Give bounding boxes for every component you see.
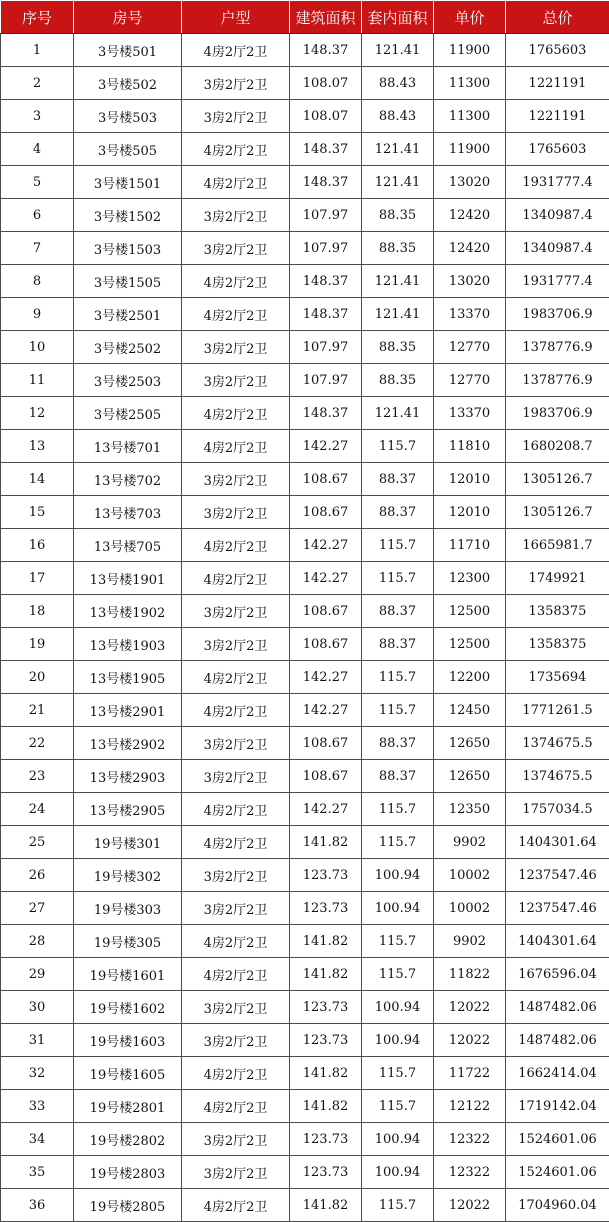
- cell-layout: 4房2厅2卫: [182, 661, 290, 694]
- cell-net-area: 115.7: [362, 1090, 434, 1123]
- cell-net-area: 121.41: [362, 133, 434, 166]
- table-row: [1, 1189, 609, 1222]
- cell-index: 16: [1, 529, 74, 562]
- table-row: [1, 265, 609, 298]
- cell-total-price: 1305126.7: [506, 496, 609, 529]
- cell-index: 6: [1, 199, 74, 232]
- cell-layout: 3房2厅2卫: [182, 892, 290, 925]
- cell-net-area: 121.41: [362, 166, 434, 199]
- cell-unit-number: 13号楼2905: [74, 793, 182, 826]
- cell-unit-number: 19号楼1601: [74, 958, 182, 991]
- cell-unit-price: 12450: [434, 694, 506, 727]
- cell-total-price: 1340987.4: [506, 199, 609, 232]
- cell-unit-number: 3号楼505: [74, 133, 182, 166]
- cell-unit-price: 11300: [434, 67, 506, 100]
- cell-unit-price: 12022: [434, 991, 506, 1024]
- cell-index: 4: [1, 133, 74, 166]
- cell-unit-number: 13号楼1902: [74, 595, 182, 628]
- cell-layout: 3房2厅2卫: [182, 100, 290, 133]
- cell-layout: 3房2厅2卫: [182, 331, 290, 364]
- cell-gross-area: 108.07: [290, 100, 362, 133]
- cell-gross-area: 148.37: [290, 133, 362, 166]
- cell-net-area: 115.7: [362, 958, 434, 991]
- cell-unit-number: 19号楼1602: [74, 991, 182, 1024]
- cell-net-area: 115.7: [362, 661, 434, 694]
- cell-layout: 3房2厅2卫: [182, 463, 290, 496]
- cell-index: 34: [1, 1123, 74, 1156]
- table-row: [1, 496, 609, 529]
- cell-index: 8: [1, 265, 74, 298]
- cell-unit-number: 19号楼1603: [74, 1024, 182, 1057]
- cell-gross-area: 108.67: [290, 628, 362, 661]
- cell-total-price: 1704960.04: [506, 1189, 609, 1222]
- cell-gross-area: 148.37: [290, 166, 362, 199]
- cell-index: 24: [1, 793, 74, 826]
- cell-gross-area: 141.82: [290, 1189, 362, 1222]
- cell-net-area: 88.37: [362, 727, 434, 760]
- cell-layout: 4房2厅2卫: [182, 1189, 290, 1222]
- cell-unit-number: 3号楼2505: [74, 397, 182, 430]
- cell-layout: 4房2厅2卫: [182, 1090, 290, 1123]
- cell-total-price: 1983706.9: [506, 298, 609, 331]
- table-row: [1, 694, 609, 727]
- cell-unit-number: 13号楼1903: [74, 628, 182, 661]
- cell-unit-price: 12322: [434, 1123, 506, 1156]
- table-row: [1, 463, 609, 496]
- cell-total-price: 1237547.46: [506, 892, 609, 925]
- cell-gross-area: 142.27: [290, 694, 362, 727]
- cell-unit-price: 13370: [434, 397, 506, 430]
- cell-unit-number: 3号楼501: [74, 34, 182, 67]
- cell-index: 25: [1, 826, 74, 859]
- cell-unit-price: 12500: [434, 595, 506, 628]
- cell-net-area: 115.7: [362, 1189, 434, 1222]
- cell-layout: 3房2厅2卫: [182, 232, 290, 265]
- cell-total-price: 1524601.06: [506, 1123, 609, 1156]
- table-body: [1, 34, 609, 1222]
- cell-index: 11: [1, 364, 74, 397]
- cell-unit-number: 19号楼2802: [74, 1123, 182, 1156]
- cell-unit-price: 12770: [434, 364, 506, 397]
- cell-unit-price: 12322: [434, 1156, 506, 1189]
- cell-gross-area: 108.67: [290, 496, 362, 529]
- cell-total-price: 1221191: [506, 67, 609, 100]
- cell-unit-price: 12022: [434, 1024, 506, 1057]
- cell-unit-price: 12200: [434, 661, 506, 694]
- cell-unit-price: 10002: [434, 859, 506, 892]
- table-row: [1, 595, 609, 628]
- table-row: [1, 1123, 609, 1156]
- cell-index: 33: [1, 1090, 74, 1123]
- cell-unit-price: 13020: [434, 166, 506, 199]
- table-row: [1, 430, 609, 463]
- cell-gross-area: 123.73: [290, 1123, 362, 1156]
- cell-gross-area: 141.82: [290, 958, 362, 991]
- cell-unit-number: 13号楼1901: [74, 562, 182, 595]
- cell-unit-number: 19号楼1605: [74, 1057, 182, 1090]
- cell-unit-price: 12770: [434, 331, 506, 364]
- cell-net-area: 121.41: [362, 34, 434, 67]
- cell-total-price: 1358375: [506, 595, 609, 628]
- cell-net-area: 88.37: [362, 628, 434, 661]
- cell-index: 7: [1, 232, 74, 265]
- cell-total-price: 1237547.46: [506, 859, 609, 892]
- table-row: [1, 760, 609, 793]
- table-row: [1, 892, 609, 925]
- header-layout: 户型: [182, 1, 290, 34]
- cell-index: 21: [1, 694, 74, 727]
- header-gross-area: 建筑面积: [290, 1, 362, 34]
- table-row: [1, 793, 609, 826]
- table-row: [1, 826, 609, 859]
- cell-unit-number: 3号楼1501: [74, 166, 182, 199]
- cell-total-price: 1765603: [506, 34, 609, 67]
- cell-net-area: 115.7: [362, 793, 434, 826]
- cell-layout: 4房2厅2卫: [182, 1057, 290, 1090]
- header-unit-number: 房号: [74, 1, 182, 34]
- table-row: [1, 925, 609, 958]
- cell-index: 12: [1, 397, 74, 430]
- cell-layout: 3房2厅2卫: [182, 595, 290, 628]
- table-row: [1, 1156, 609, 1189]
- cell-layout: 4房2厅2卫: [182, 562, 290, 595]
- cell-index: 3: [1, 100, 74, 133]
- cell-index: 29: [1, 958, 74, 991]
- cell-gross-area: 141.82: [290, 826, 362, 859]
- cell-index: 20: [1, 661, 74, 694]
- cell-index: 1: [1, 34, 74, 67]
- cell-unit-price: 12420: [434, 232, 506, 265]
- cell-index: 35: [1, 1156, 74, 1189]
- cell-layout: 3房2厅2卫: [182, 991, 290, 1024]
- cell-total-price: 1676596.04: [506, 958, 609, 991]
- cell-gross-area: 123.73: [290, 1024, 362, 1057]
- cell-net-area: 115.7: [362, 529, 434, 562]
- cell-index: 17: [1, 562, 74, 595]
- cell-unit-number: 19号楼2801: [74, 1090, 182, 1123]
- table-row: [1, 199, 609, 232]
- cell-layout: 3房2厅2卫: [182, 727, 290, 760]
- cell-gross-area: 142.27: [290, 430, 362, 463]
- cell-unit-number: 13号楼2901: [74, 694, 182, 727]
- table-row: [1, 1057, 609, 1090]
- cell-gross-area: 142.27: [290, 793, 362, 826]
- cell-unit-number: 3号楼2502: [74, 331, 182, 364]
- cell-net-area: 115.7: [362, 925, 434, 958]
- cell-unit-number: 3号楼502: [74, 67, 182, 100]
- cell-unit-price: 11900: [434, 34, 506, 67]
- cell-layout: 3房2厅2卫: [182, 1123, 290, 1156]
- cell-unit-price: 11822: [434, 958, 506, 991]
- cell-total-price: 1358375: [506, 628, 609, 661]
- cell-unit-number: 13号楼1905: [74, 661, 182, 694]
- cell-layout: 4房2厅2卫: [182, 826, 290, 859]
- cell-total-price: 1487482.06: [506, 1024, 609, 1057]
- cell-total-price: 1757034.5: [506, 793, 609, 826]
- cell-total-price: 1735694: [506, 661, 609, 694]
- table-row: [1, 1024, 609, 1057]
- cell-net-area: 88.37: [362, 496, 434, 529]
- cell-net-area: 88.35: [362, 232, 434, 265]
- cell-layout: 4房2厅2卫: [182, 694, 290, 727]
- cell-gross-area: 107.97: [290, 232, 362, 265]
- header-index: 序号: [1, 1, 74, 34]
- cell-index: 26: [1, 859, 74, 892]
- cell-unit-number: 19号楼2803: [74, 1156, 182, 1189]
- cell-gross-area: 148.37: [290, 298, 362, 331]
- cell-unit-price: 12420: [434, 199, 506, 232]
- cell-net-area: 100.94: [362, 991, 434, 1024]
- cell-unit-number: 3号楼503: [74, 100, 182, 133]
- cell-index: 13: [1, 430, 74, 463]
- cell-gross-area: 108.67: [290, 760, 362, 793]
- cell-net-area: 115.7: [362, 430, 434, 463]
- cell-unit-price: 10002: [434, 892, 506, 925]
- cell-unit-price: 12010: [434, 496, 506, 529]
- cell-total-price: 1378776.9: [506, 331, 609, 364]
- cell-index: 23: [1, 760, 74, 793]
- cell-unit-price: 11300: [434, 100, 506, 133]
- cell-net-area: 88.35: [362, 331, 434, 364]
- cell-unit-number: 19号楼302: [74, 859, 182, 892]
- cell-gross-area: 141.82: [290, 925, 362, 958]
- cell-total-price: 1378776.9: [506, 364, 609, 397]
- cell-unit-number: 19号楼2805: [74, 1189, 182, 1222]
- cell-net-area: 88.37: [362, 595, 434, 628]
- table-row: [1, 562, 609, 595]
- cell-net-area: 88.37: [362, 463, 434, 496]
- cell-net-area: 121.41: [362, 298, 434, 331]
- cell-gross-area: 108.67: [290, 463, 362, 496]
- cell-total-price: 1931777.4: [506, 166, 609, 199]
- table-row: [1, 991, 609, 1024]
- table-row: [1, 298, 609, 331]
- cell-unit-price: 12300: [434, 562, 506, 595]
- cell-net-area: 100.94: [362, 859, 434, 892]
- cell-unit-number: 3号楼2503: [74, 364, 182, 397]
- cell-gross-area: 123.73: [290, 1156, 362, 1189]
- cell-gross-area: 148.37: [290, 34, 362, 67]
- table-row: [1, 859, 609, 892]
- table-row: [1, 34, 609, 67]
- cell-layout: 3房2厅2卫: [182, 67, 290, 100]
- table-row: [1, 628, 609, 661]
- cell-net-area: 115.7: [362, 826, 434, 859]
- cell-layout: 3房2厅2卫: [182, 1024, 290, 1057]
- table-row: [1, 100, 609, 133]
- cell-index: 36: [1, 1189, 74, 1222]
- cell-index: 32: [1, 1057, 74, 1090]
- cell-gross-area: 107.97: [290, 331, 362, 364]
- cell-total-price: 1374675.5: [506, 727, 609, 760]
- header-row: [1, 1, 609, 34]
- cell-total-price: 1931777.4: [506, 265, 609, 298]
- cell-net-area: 121.41: [362, 265, 434, 298]
- cell-layout: 4房2厅2卫: [182, 958, 290, 991]
- cell-layout: 4房2厅2卫: [182, 133, 290, 166]
- cell-gross-area: 108.67: [290, 595, 362, 628]
- cell-unit-number: 13号楼701: [74, 430, 182, 463]
- header-unit-price: 单价: [434, 1, 506, 34]
- table-row: [1, 397, 609, 430]
- cell-net-area: 115.7: [362, 1057, 434, 1090]
- cell-gross-area: 107.97: [290, 199, 362, 232]
- cell-unit-price: 9902: [434, 826, 506, 859]
- cell-index: 28: [1, 925, 74, 958]
- table-row: [1, 1090, 609, 1123]
- cell-net-area: 100.94: [362, 1024, 434, 1057]
- cell-index: 9: [1, 298, 74, 331]
- table-row: [1, 166, 609, 199]
- cell-net-area: 88.35: [362, 199, 434, 232]
- cell-total-price: 1404301.64: [506, 826, 609, 859]
- cell-total-price: 1719142.04: [506, 1090, 609, 1123]
- cell-net-area: 115.7: [362, 694, 434, 727]
- cell-unit-price: 13020: [434, 265, 506, 298]
- cell-gross-area: 148.37: [290, 397, 362, 430]
- cell-unit-number: 19号楼305: [74, 925, 182, 958]
- cell-gross-area: 123.73: [290, 991, 362, 1024]
- cell-unit-number: 3号楼1502: [74, 199, 182, 232]
- cell-index: 30: [1, 991, 74, 1024]
- cell-unit-price: 11710: [434, 529, 506, 562]
- cell-layout: 3房2厅2卫: [182, 364, 290, 397]
- cell-net-area: 100.94: [362, 1156, 434, 1189]
- cell-index: 2: [1, 67, 74, 100]
- cell-total-price: 1487482.06: [506, 991, 609, 1024]
- cell-layout: 3房2厅2卫: [182, 859, 290, 892]
- cell-total-price: 1771261.5: [506, 694, 609, 727]
- cell-unit-number: 13号楼2902: [74, 727, 182, 760]
- table-row: [1, 661, 609, 694]
- cell-unit-number: 3号楼1505: [74, 265, 182, 298]
- cell-total-price: 1305126.7: [506, 463, 609, 496]
- cell-layout: 4房2厅2卫: [182, 397, 290, 430]
- cell-total-price: 1680208.7: [506, 430, 609, 463]
- cell-index: 15: [1, 496, 74, 529]
- cell-net-area: 121.41: [362, 397, 434, 430]
- cell-total-price: 1765603: [506, 133, 609, 166]
- cell-total-price: 1749921: [506, 562, 609, 595]
- cell-net-area: 88.43: [362, 67, 434, 100]
- cell-gross-area: 142.27: [290, 529, 362, 562]
- cell-total-price: 1524601.06: [506, 1156, 609, 1189]
- cell-unit-price: 11810: [434, 430, 506, 463]
- cell-index: 22: [1, 727, 74, 760]
- cell-gross-area: 141.82: [290, 1057, 362, 1090]
- cell-index: 27: [1, 892, 74, 925]
- cell-unit-number: 13号楼702: [74, 463, 182, 496]
- cell-index: 19: [1, 628, 74, 661]
- cell-unit-price: 12500: [434, 628, 506, 661]
- cell-unit-price: 9902: [434, 925, 506, 958]
- cell-gross-area: 148.37: [290, 265, 362, 298]
- cell-index: 14: [1, 463, 74, 496]
- cell-net-area: 115.7: [362, 562, 434, 595]
- cell-index: 31: [1, 1024, 74, 1057]
- cell-unit-number: 19号楼301: [74, 826, 182, 859]
- cell-unit-number: 3号楼2501: [74, 298, 182, 331]
- cell-gross-area: 107.97: [290, 364, 362, 397]
- table-row: [1, 529, 609, 562]
- header-total-price: 总价: [506, 1, 609, 34]
- cell-total-price: 1404301.64: [506, 925, 609, 958]
- cell-unit-number: 19号楼303: [74, 892, 182, 925]
- cell-layout: 4房2厅2卫: [182, 265, 290, 298]
- cell-index: 5: [1, 166, 74, 199]
- cell-unit-price: 11900: [434, 133, 506, 166]
- cell-layout: 4房2厅2卫: [182, 298, 290, 331]
- cell-net-area: 88.37: [362, 760, 434, 793]
- cell-layout: 4房2厅2卫: [182, 529, 290, 562]
- cell-unit-number: 13号楼703: [74, 496, 182, 529]
- table-row: [1, 133, 609, 166]
- cell-index: 10: [1, 331, 74, 364]
- table-row: [1, 364, 609, 397]
- cell-unit-price: 12650: [434, 760, 506, 793]
- table-row: [1, 958, 609, 991]
- cell-layout: 4房2厅2卫: [182, 430, 290, 463]
- cell-net-area: 100.94: [362, 1123, 434, 1156]
- cell-net-area: 100.94: [362, 892, 434, 925]
- cell-gross-area: 141.82: [290, 1090, 362, 1123]
- table-row: [1, 331, 609, 364]
- cell-layout: 3房2厅2卫: [182, 496, 290, 529]
- cell-gross-area: 108.67: [290, 727, 362, 760]
- table-row: [1, 232, 609, 265]
- cell-gross-area: 108.07: [290, 67, 362, 100]
- cell-net-area: 88.35: [362, 364, 434, 397]
- cell-total-price: 1340987.4: [506, 232, 609, 265]
- cell-unit-price: 12010: [434, 463, 506, 496]
- cell-layout: 3房2厅2卫: [182, 199, 290, 232]
- cell-gross-area: 142.27: [290, 562, 362, 595]
- cell-total-price: 1665981.7: [506, 529, 609, 562]
- cell-layout: 4房2厅2卫: [182, 166, 290, 199]
- cell-layout: 3房2厅2卫: [182, 628, 290, 661]
- cell-total-price: 1662414.04: [506, 1057, 609, 1090]
- cell-unit-price: 11722: [434, 1057, 506, 1090]
- cell-index: 18: [1, 595, 74, 628]
- cell-gross-area: 142.27: [290, 661, 362, 694]
- cell-layout: 3房2厅2卫: [182, 1156, 290, 1189]
- cell-net-area: 88.43: [362, 100, 434, 133]
- cell-unit-price: 12350: [434, 793, 506, 826]
- cell-unit-number: 13号楼2903: [74, 760, 182, 793]
- cell-total-price: 1374675.5: [506, 760, 609, 793]
- header-net-area: 套内面积: [362, 1, 434, 34]
- cell-layout: 4房2厅2卫: [182, 925, 290, 958]
- table-row: [1, 67, 609, 100]
- cell-layout: 4房2厅2卫: [182, 34, 290, 67]
- cell-total-price: 1983706.9: [506, 397, 609, 430]
- cell-unit-number: 3号楼1503: [74, 232, 182, 265]
- cell-gross-area: 123.73: [290, 859, 362, 892]
- cell-layout: 4房2厅2卫: [182, 793, 290, 826]
- cell-unit-price: 12650: [434, 727, 506, 760]
- table-row: [1, 727, 609, 760]
- cell-total-price: 1221191: [506, 100, 609, 133]
- cell-layout: 3房2厅2卫: [182, 760, 290, 793]
- cell-unit-price: 12122: [434, 1090, 506, 1123]
- cell-gross-area: 123.73: [290, 892, 362, 925]
- cell-unit-price: 12022: [434, 1189, 506, 1222]
- cell-unit-number: 13号楼705: [74, 529, 182, 562]
- cell-unit-price: 13370: [434, 298, 506, 331]
